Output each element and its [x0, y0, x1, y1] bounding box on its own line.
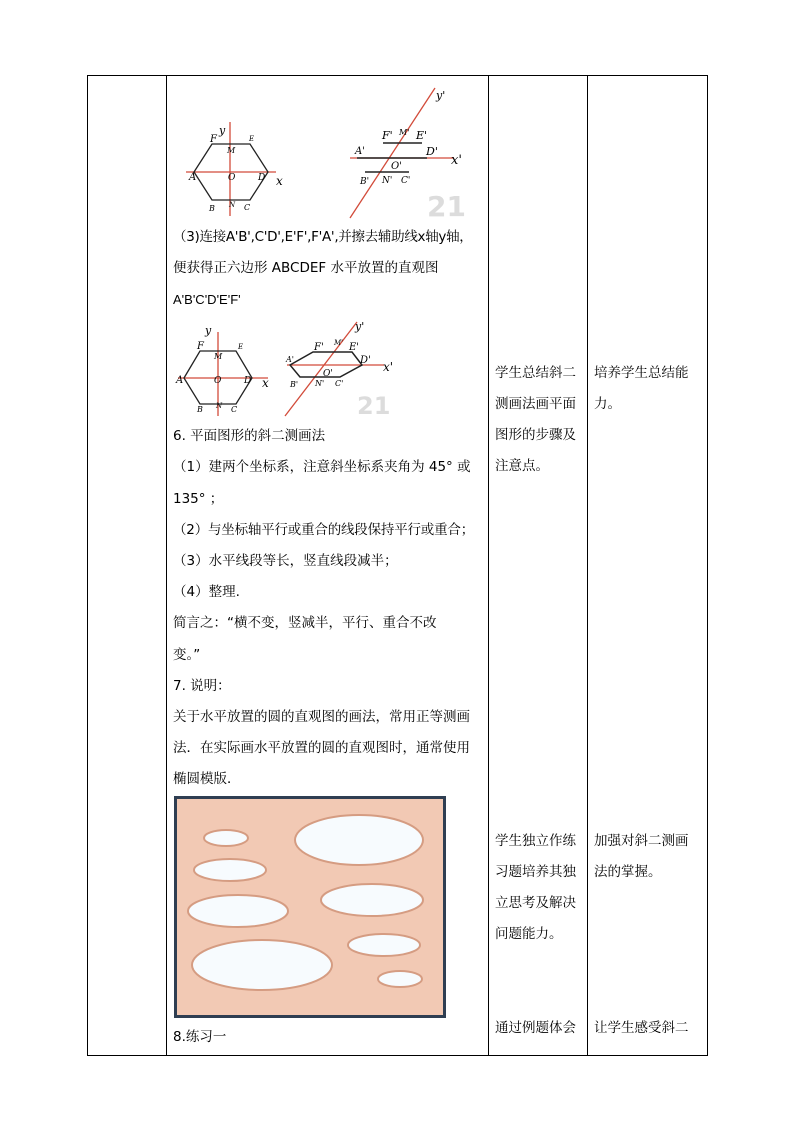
design-intent-2-line: 加强对斜二测画 — [594, 833, 689, 849]
column-divider-3 — [587, 75, 588, 1055]
section-8-title: 8.练习一 — [173, 1029, 227, 1045]
fig2-right-c: C' — [335, 379, 344, 388]
fig1-watermark: 21 — [427, 190, 466, 222]
ellipse-hole — [188, 895, 288, 927]
fig2-left-f: F — [197, 341, 204, 352]
step3-text — [173, 222, 483, 315]
fig2-left-c: C — [231, 405, 238, 414]
design-intent-1-line: 培养学生总结能 — [594, 365, 689, 381]
hexagon-figure-2 — [172, 318, 462, 418]
fig1-right-o: O' — [391, 161, 402, 172]
design-intent-1-line: 力。 — [594, 396, 621, 412]
hexagon-figure-1 — [172, 84, 482, 222]
fig1-right-a: A' — [355, 146, 365, 157]
fig2-left-y: y — [205, 324, 212, 337]
fig1-left-y: y — [219, 124, 226, 137]
fig2-left-d: D — [244, 376, 252, 386]
fig1-right-x: x' — [451, 153, 462, 168]
fig2-right-x: x' — [383, 360, 394, 374]
step3-line-2: 便获得正六边形 ABCDEF 水平放置的直观图 — [173, 260, 439, 276]
fig1-left-f: F — [210, 134, 217, 145]
fig2-right-d: D' — [360, 355, 371, 366]
fig1-right-b: B' — [360, 177, 370, 187]
section-7-line-c: 椭圆模版． — [173, 771, 241, 787]
fig1-left-x: x — [276, 174, 283, 188]
ellipse-hole — [378, 971, 422, 987]
section-6-title: 6. 平面图形的斜二测画法 — [173, 428, 326, 444]
fig2-watermark: 21 — [357, 392, 391, 418]
design-intent-3 — [594, 1013, 689, 1044]
column-divider-2 — [488, 75, 489, 1055]
fig2-right-y: y' — [355, 320, 365, 333]
fig1-right-y: y' — [436, 89, 446, 102]
fig2-left-n: N — [216, 402, 223, 410]
student-activity-2-line: 学生独立作练 — [495, 833, 576, 849]
section-6-summary-b: 变。” — [173, 647, 201, 663]
design-intent-2 — [594, 826, 689, 888]
fig1-right-m: M' — [399, 128, 410, 137]
fig1-left-b: B — [209, 204, 215, 213]
ellipse-hole — [295, 815, 423, 865]
step3-line-1: （3)连接A'B',C'D',E'F',F'A',并擦去辅助线x轴y轴， — [173, 229, 473, 245]
design-intent-1 — [594, 358, 689, 420]
fig2-right-f: F' — [314, 342, 324, 353]
fig1-left-o: O — [228, 173, 236, 183]
ellipse-hole — [204, 830, 248, 846]
fig2-left-e: E — [238, 343, 244, 351]
fig1-left-d: D — [258, 173, 266, 183]
fig1-left-c: C — [244, 203, 251, 212]
fig1-left-e: E — [249, 135, 255, 143]
ellipse-hole — [321, 884, 423, 916]
fig2-right-e: E' — [349, 342, 360, 353]
fig2-right-b: B' — [290, 380, 299, 389]
fig2-right-a: A' — [286, 355, 294, 364]
fig1-right-c: C' — [401, 176, 411, 186]
fig1-left-n: N — [229, 201, 236, 209]
student-activity-2-line: 习题培养其独 — [495, 864, 576, 880]
section-6-item-1a: （1）建两个坐标系，注意斜坐标系夹角为 45° 或 — [173, 459, 471, 475]
student-activity-2 — [495, 826, 576, 950]
ellipse-template-image — [174, 796, 446, 1018]
fig1-right-e: E' — [416, 129, 428, 142]
design-intent-2-line: 法的掌握。 — [594, 864, 662, 880]
fig2-left-b: B — [197, 405, 203, 414]
section-7-line-a: 关于水平放置的圆的直观图的画法，常用正等测画 — [173, 709, 470, 725]
design-intent-3-line: 让学生感受斜二 — [594, 1020, 689, 1036]
section-6-item-2: （2）与坐标轴平行或重合的线段保持平行或重合； — [173, 522, 474, 538]
student-activity-3 — [495, 1013, 576, 1044]
fig2-left-m: M — [214, 352, 223, 361]
fig2-right-o: O' — [323, 369, 333, 379]
fig1-left-a: A — [189, 172, 197, 183]
student-activity-1-line: 图形的步骤及 — [495, 427, 576, 443]
section-7-title: 7. 说明： — [173, 678, 231, 694]
student-activity-1-line: 测画法画平面 — [495, 396, 576, 412]
section-6-item-3: （3）水平线段等长，竖直线段减半； — [173, 553, 398, 569]
fig2-left-a: A — [176, 375, 184, 386]
student-activity-1 — [495, 358, 576, 482]
student-activity-3-line: 通过例题体会 — [495, 1020, 576, 1036]
fig1-right-n: N' — [382, 176, 393, 186]
section-6-item-1b: 135° ； — [173, 491, 224, 507]
fig2-right-m: M' — [334, 339, 344, 347]
fig2-right-n: N' — [315, 379, 325, 388]
fig1-right-f: F' — [382, 129, 393, 142]
section-7-line-b: 法．在实际画水平放置的圆的直观图时，通常使用 — [173, 740, 470, 756]
section-6-item-4: （4）整理. — [173, 584, 240, 600]
fig1-right-d: D' — [426, 145, 438, 158]
fig1-left-m: M — [227, 146, 236, 155]
student-activity-1-line: 注意点。 — [495, 458, 549, 474]
ellipse-hole — [194, 859, 266, 881]
fig2-left-o: O — [214, 376, 222, 386]
student-activity-2-line: 立思考及解决 — [495, 895, 576, 911]
student-activity-2-line: 问题能力。 — [495, 926, 563, 942]
section-6-summary-a: 简言之：“横不变，竖减半，平行、重合不改 — [173, 615, 437, 631]
fig2-left-x: x — [262, 376, 269, 390]
student-activity-1-line: 学生总结斜二 — [495, 365, 576, 381]
column-divider-1 — [166, 75, 167, 1055]
ellipse-hole — [348, 934, 420, 956]
step3-line-3: A'B'C'D'E'F' — [173, 292, 241, 307]
ellipse-hole — [192, 940, 332, 990]
